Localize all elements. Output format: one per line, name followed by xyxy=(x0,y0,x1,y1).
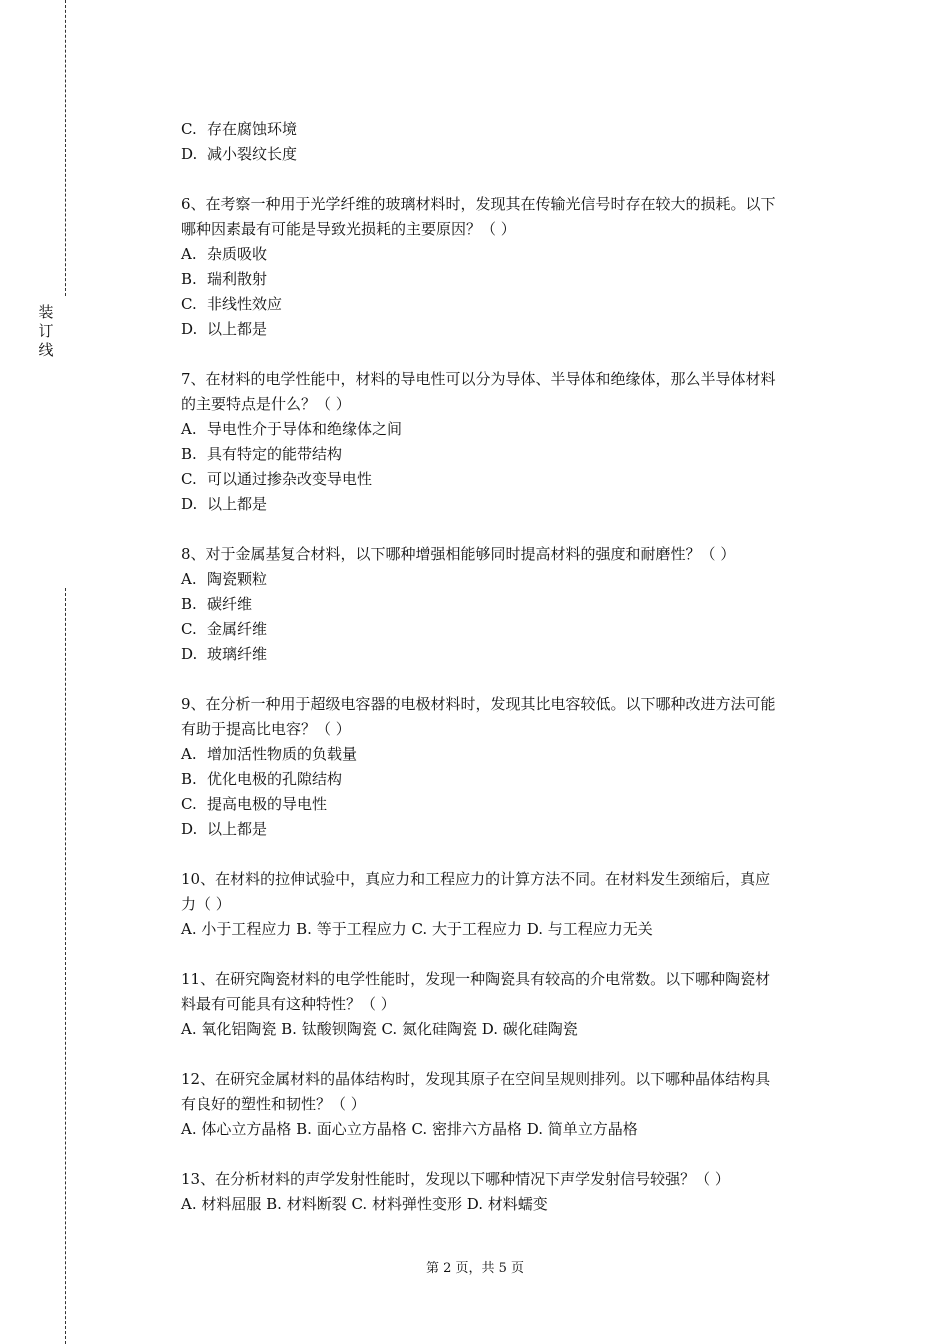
question-9 xyxy=(181,692,841,842)
question-10 xyxy=(181,867,841,942)
option-b: B. 瑞利散射 xyxy=(181,270,268,288)
question-7 xyxy=(181,367,841,517)
question-stem-line: 7、在材料的电学性能中，材料的导电性可以分为导体、半导体和绝缘体，那么半导体材料 xyxy=(181,370,776,388)
binding-dashed-line-top xyxy=(65,0,66,296)
binding-label-char: 装 xyxy=(38,303,54,321)
options-line: A. 氧化铝陶瓷 B. 钛酸钡陶瓷 C. 氮化硅陶瓷 D. 碳化硅陶瓷 xyxy=(181,1020,578,1038)
option-a: A. 增加活性物质的负载量 xyxy=(181,745,358,763)
option-c: C. 金属纤维 xyxy=(181,620,268,638)
question-stem-line: 有助于提高比电容？（ ） xyxy=(181,720,351,738)
option-c: C. 提高电极的导电性 xyxy=(181,795,328,813)
question-stem-line: 12、在研究金属材料的晶体结构时，发现其原子在空间呈规则排列。以下哪种晶体结构具 xyxy=(181,1070,771,1088)
question-stem-line: 6、在考察一种用于光学纤维的玻璃材料时，发现其在传输光信号时存在较大的损耗。以下 xyxy=(181,195,776,213)
question-12 xyxy=(181,1067,841,1142)
question-13 xyxy=(181,1167,841,1217)
binding-label-char: 线 xyxy=(38,341,54,359)
options-line: A. 材料屈服 B. 材料断裂 C. 材料弹性变形 D. 材料蠕变 xyxy=(181,1195,548,1213)
option-c: C. 非线性效应 xyxy=(181,295,283,313)
binding-label-char: 订 xyxy=(38,322,54,340)
question-stem-line: 8、对于金属基复合材料，以下哪种增强相能够同时提高材料的强度和耐磨性？（ ） xyxy=(181,545,736,563)
options-line: A. 体心立方晶格 B. 面心立方晶格 C. 密排六方晶格 D. 简单立方晶格 xyxy=(181,1120,638,1138)
page-footer: 第 2 页，共 5 页 xyxy=(425,1261,525,1276)
previous-question-options xyxy=(181,117,841,167)
binding-line-label xyxy=(36,303,56,360)
question-stem-line: 哪种因素最有可能是导致光损耗的主要原因？（ ） xyxy=(181,220,516,238)
question-11 xyxy=(181,967,841,1042)
question-stem-line: 力（ ） xyxy=(181,895,231,913)
option-a: A. 导电性介于导体和绝缘体之间 xyxy=(181,420,403,438)
question-stem-line: 的主要特点是什么？（ ） xyxy=(181,395,351,413)
question-stem-line: 有良好的塑性和韧性？（ ） xyxy=(181,1095,366,1113)
question-stem-line: 11、在研究陶瓷材料的电学性能时，发现一种陶瓷具有较高的介电常数。以下哪种陶瓷材 xyxy=(181,970,771,988)
question-6 xyxy=(181,192,841,342)
option-c: C. 存在腐蚀环境 xyxy=(181,120,298,138)
option-d: D. 以上都是 xyxy=(181,495,268,513)
option-b: B. 具有特定的能带结构 xyxy=(181,445,343,463)
options-line: A. 小于工程应力 B. 等于工程应力 C. 大于工程应力 D. 与工程应力无关 xyxy=(181,920,653,938)
question-8 xyxy=(181,542,841,667)
question-stem-line: 13、在分析材料的声学发射性能时，发现以下哪种情况下声学发射信号较强？（ ） xyxy=(181,1170,730,1188)
question-stem-line: 料最有可能具有这种特性？（ ） xyxy=(181,995,396,1013)
question-content xyxy=(181,117,841,1217)
option-d: D. 以上都是 xyxy=(181,320,268,338)
option-d: D. 以上都是 xyxy=(181,820,268,838)
option-a: A. 杂质吸收 xyxy=(181,245,268,263)
option-b: B. 优化电极的孔隙结构 xyxy=(181,770,343,788)
binding-dashed-line-bottom xyxy=(65,588,66,1344)
option-c: C. 可以通过掺杂改变导电性 xyxy=(181,470,373,488)
option-d: D. 玻璃纤维 xyxy=(181,645,268,663)
option-b: B. 碳纤维 xyxy=(181,595,253,613)
option-a: A. 陶瓷颗粒 xyxy=(181,570,268,588)
option-d: D. 减小裂纹长度 xyxy=(181,145,298,163)
question-stem-line: 9、在分析一种用于超级电容器的电极材料时，发现其比电容较低。以下哪种改进方法可能 xyxy=(181,695,776,713)
question-stem-line: 10、在材料的拉伸试验中，真应力和工程应力的计算方法不同。在材料发生颈缩后，真应 xyxy=(181,870,771,888)
